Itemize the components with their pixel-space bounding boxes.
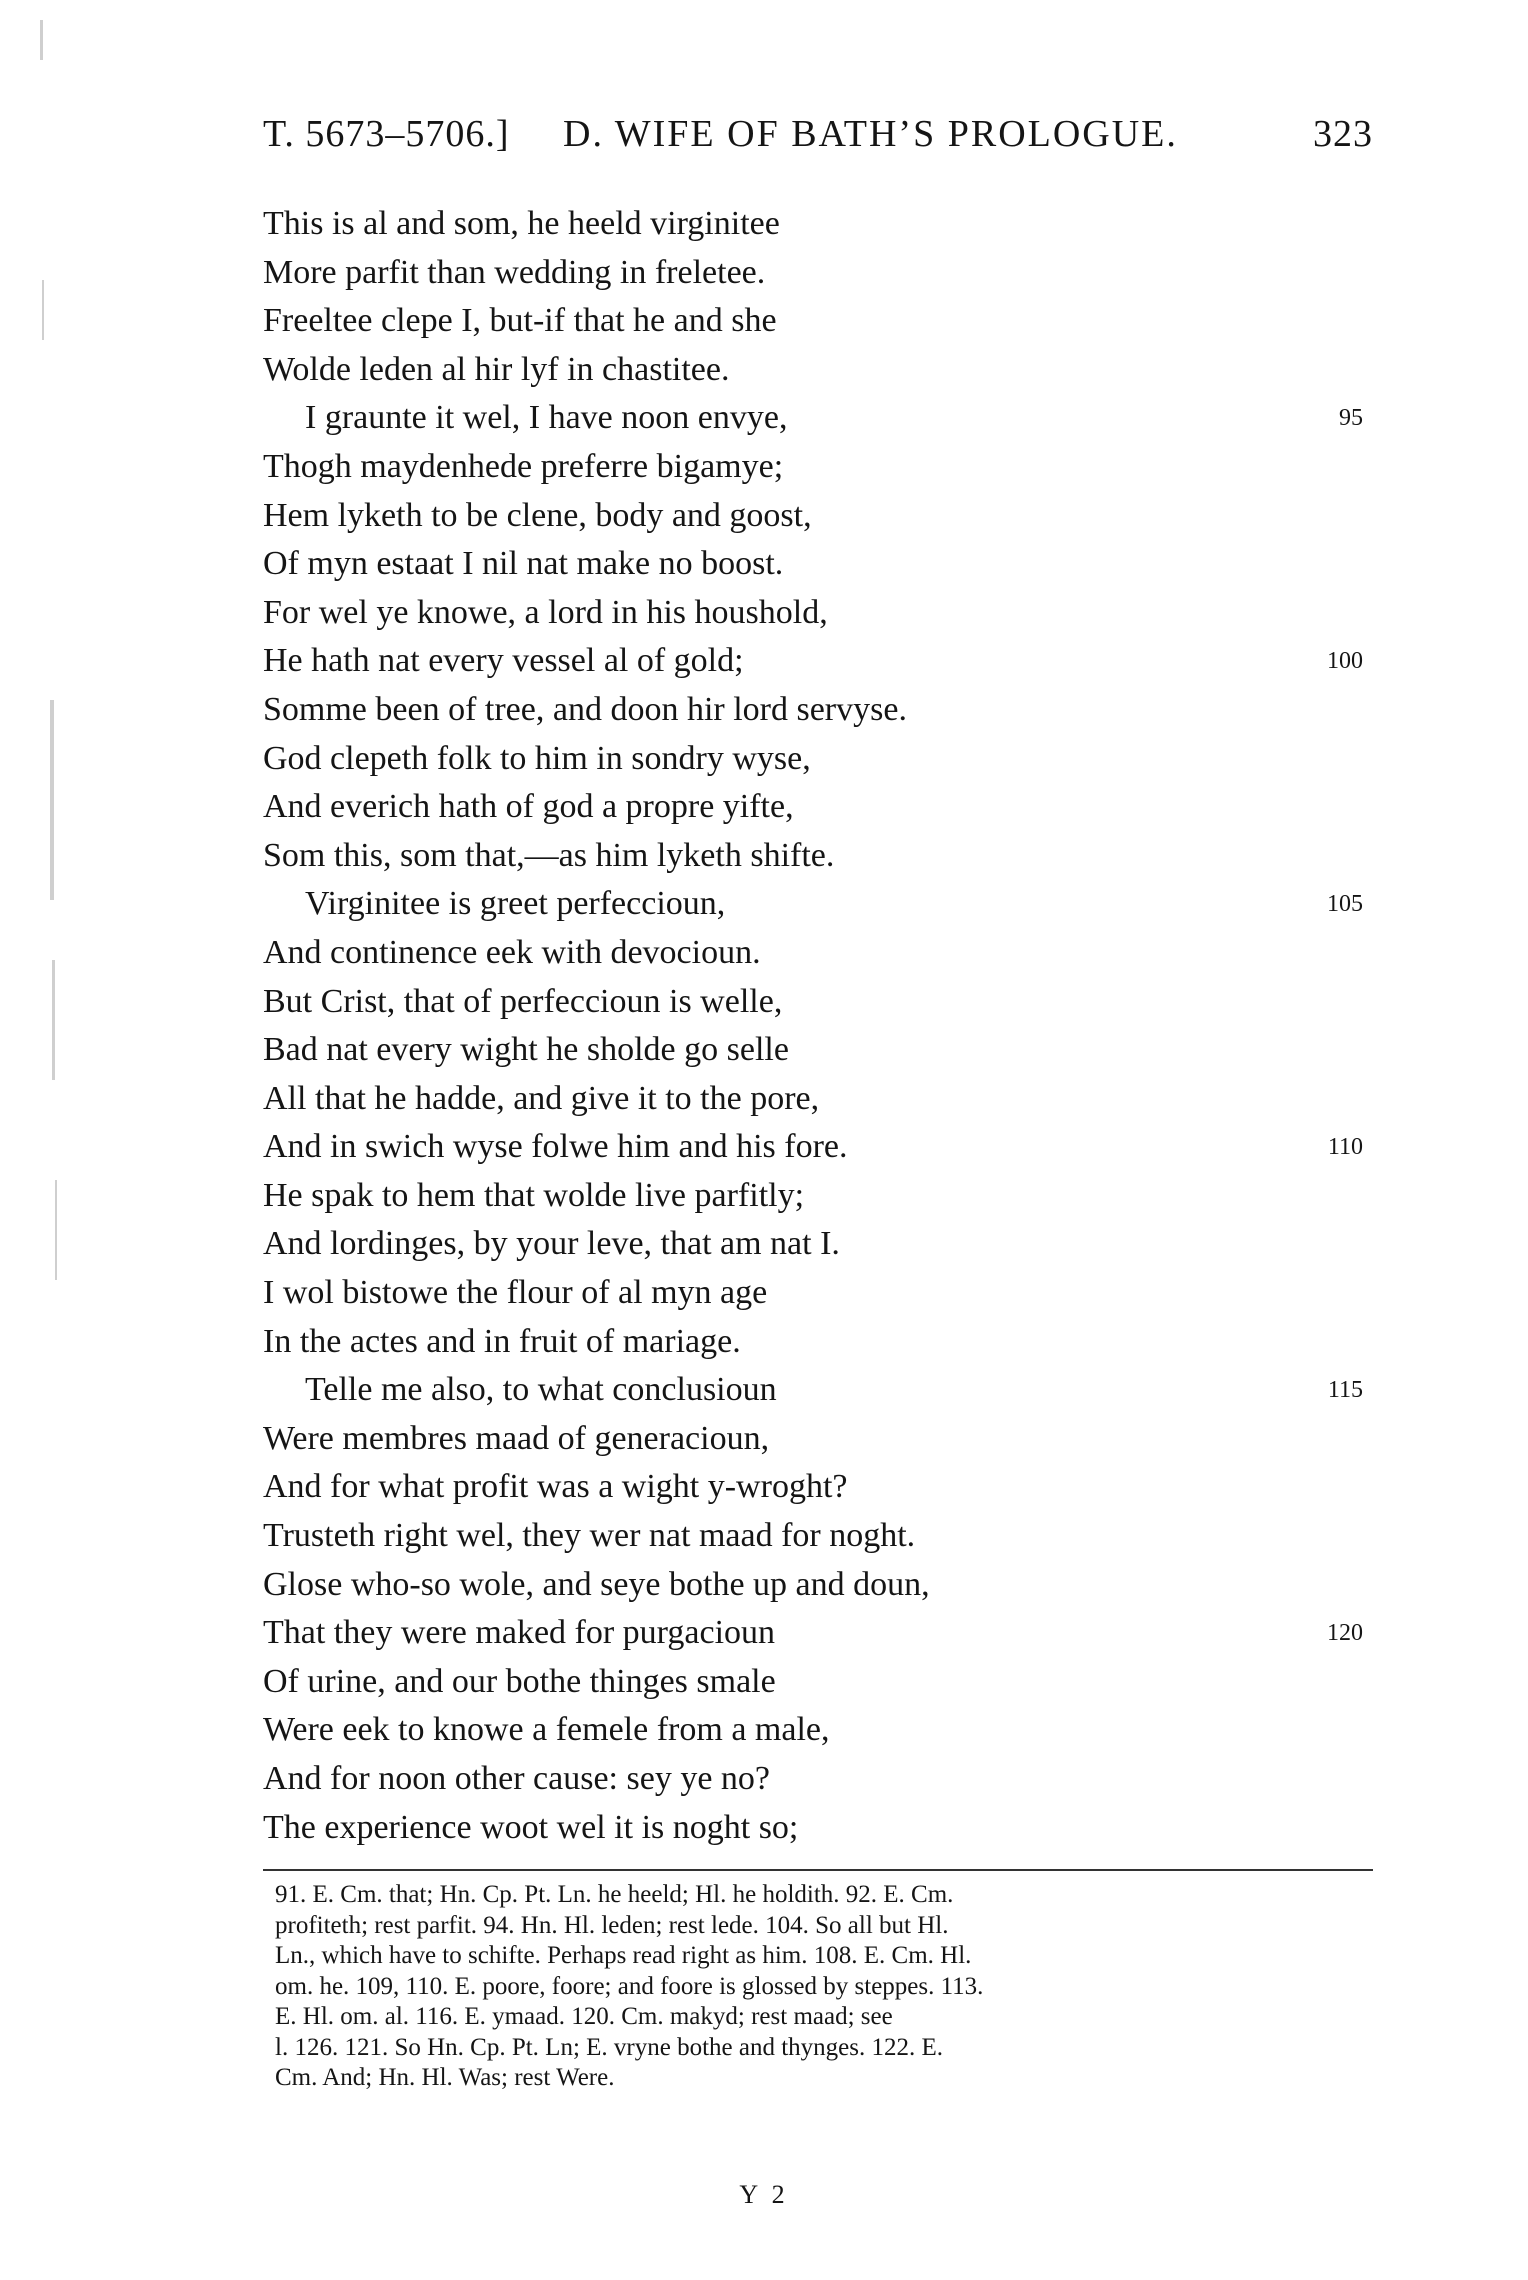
verse-line bbox=[263, 1172, 1373, 1221]
verse-text: Were membres maad of generacioun, bbox=[263, 1419, 770, 1457]
verse-text: All that he hadde, and give it to the pore, bbox=[263, 1079, 820, 1117]
verse-text: In the actes and in fruit of mariage. bbox=[263, 1322, 741, 1360]
verse-text: Somme been of tree, and doon hir lord servyse. bbox=[263, 690, 907, 728]
footnotes bbox=[275, 1880, 1375, 2094]
verse-line bbox=[263, 783, 1373, 832]
verse-line bbox=[263, 589, 1373, 638]
verse-text: I graunte it wel, I have noon envye, bbox=[305, 399, 788, 437]
verse-text: Virginitee is greet perfeccioun, bbox=[305, 885, 726, 923]
verse-line bbox=[263, 1609, 1373, 1658]
footnote-line: E. Hl. om. al. 116. E. ymaad. 120. Cm. makyd; rest maad; see bbox=[275, 2003, 893, 2030]
verse-line bbox=[263, 492, 1373, 541]
verse-text: Thogh maydenhede preferre bigamye; bbox=[263, 447, 784, 485]
verse-text: Of myn estaat I nil nat make no boost. bbox=[263, 545, 784, 583]
verse-text: And everich hath of god a propre yifte, bbox=[263, 788, 794, 826]
verse-line bbox=[263, 1318, 1373, 1367]
verse-line bbox=[263, 686, 1373, 735]
verse-line bbox=[263, 1220, 1373, 1269]
verse-line bbox=[263, 978, 1373, 1027]
line-range: T. 5673–5706.] bbox=[263, 113, 510, 155]
page-title: D. WIFE OF BATH’S PROLOGUE. bbox=[563, 113, 1178, 155]
verse-text: Were eek to knowe a femele from a male, bbox=[263, 1711, 830, 1749]
verse-text: And for what profit was a wight y-wroght? bbox=[263, 1468, 848, 1506]
verse-text: I wol bistowe the flour of al myn age bbox=[263, 1274, 768, 1312]
verse-line bbox=[263, 1658, 1373, 1707]
verse-line bbox=[263, 1075, 1373, 1124]
verse-line bbox=[263, 200, 1373, 249]
verse-line bbox=[263, 540, 1373, 589]
verse-text: Trusteth right wel, they wer nat maad for noght. bbox=[263, 1517, 916, 1555]
verse-line bbox=[263, 735, 1373, 784]
verse-line bbox=[263, 443, 1373, 492]
verse-text: Freeltee clepe I, but-if that he and she bbox=[263, 302, 777, 340]
footnote-line: Ln., which have to schifte. Perhaps read right as him. 108. E. Cm. Hl. bbox=[275, 1942, 972, 1969]
verse-line bbox=[263, 1269, 1373, 1318]
verse-line bbox=[263, 1561, 1373, 1610]
footnote-line: l. 126. 121. So Hn. Cp. Pt. Ln; E. vryne bothe and thynges. 122. E. bbox=[275, 2033, 944, 2061]
line-number: 105 bbox=[1327, 891, 1363, 918]
verse-line bbox=[263, 1123, 1373, 1172]
verse-text: He hath nat every vessel al of gold; bbox=[263, 642, 744, 680]
verse-line bbox=[263, 297, 1373, 346]
verse-text: And lordinges, by your leve, that am nat I. bbox=[263, 1225, 840, 1263]
verse-text: He spak to hem that wolde live parfitly; bbox=[263, 1176, 805, 1214]
line-number: 115 bbox=[1327, 1377, 1363, 1404]
verse-line bbox=[263, 1755, 1373, 1804]
verse-text: Som this, som that,—as him lyketh shifte. bbox=[263, 836, 835, 874]
verse-line bbox=[263, 1026, 1373, 1075]
verse-line bbox=[263, 1415, 1373, 1464]
footnote-line: om. he. 109, 110. E. poore, foore; and foore is glossed by steppes. 113. bbox=[275, 1972, 984, 2000]
verse-line bbox=[263, 832, 1373, 881]
verse-text: God clepeth folk to him in sondry wyse, bbox=[263, 739, 811, 777]
verse-text: But Crist, that of perfeccioun is welle, bbox=[263, 982, 783, 1020]
verse-line bbox=[263, 1512, 1373, 1561]
verse-line bbox=[263, 1804, 1373, 1853]
footnote-line: 91. E. Cm. that; Hn. Cp. Pt. Ln. he heeld; Hl. he holdith. 92. E. Cm. bbox=[275, 1881, 954, 1908]
verse-text: Bad nat every wight he sholde go selle bbox=[263, 1031, 789, 1069]
verse-line bbox=[263, 880, 1373, 929]
poem-text bbox=[263, 200, 1373, 1852]
line-number: 100 bbox=[1327, 648, 1363, 675]
verse-line bbox=[263, 394, 1373, 443]
verse-text: Wolde leden al hir lyf in chastitee. bbox=[263, 350, 730, 388]
verse-line bbox=[263, 1463, 1373, 1512]
line-number: 95 bbox=[1339, 405, 1363, 432]
footnote-rule bbox=[263, 1869, 1373, 1871]
verse-text: More parfit than wedding in freletee. bbox=[263, 253, 766, 291]
verse-text: Glose who-so wole, and seye bothe up and doun, bbox=[263, 1565, 930, 1603]
verse-text: The experience woot wel it is noght so; bbox=[263, 1808, 799, 1846]
verse-line bbox=[263, 637, 1373, 686]
verse-line bbox=[263, 346, 1373, 395]
verse-text: Telle me also, to what conclusioun bbox=[305, 1371, 777, 1409]
line-number: 120 bbox=[1327, 1620, 1363, 1647]
verse-text: This is al and som, he heeld virginitee bbox=[263, 205, 780, 242]
verse-text: That they were maked for purgacioun bbox=[263, 1614, 776, 1652]
verse-text: And in swich wyse folwe him and his fore. bbox=[263, 1128, 848, 1166]
verse-text: Hem lyketh to be clene, body and goost, bbox=[263, 496, 812, 534]
footnote-line: Cm. And; Hn. Hl. Was; rest Were. bbox=[275, 2064, 615, 2091]
verse-text: Of urine, and our bothe thinges smale bbox=[263, 1662, 776, 1700]
verse-line bbox=[263, 1706, 1373, 1755]
verse-line bbox=[263, 249, 1373, 298]
line-number: 110 bbox=[1327, 1134, 1363, 1161]
verse-line bbox=[263, 1366, 1373, 1415]
verse-text: And continence eek with devocioun. bbox=[263, 933, 761, 971]
footnote-line: profiteth; rest parfit. 94. Hn. Hl. leden; rest lede. 104. So all but Hl. bbox=[275, 1911, 949, 1939]
page-edge-specks bbox=[40, 0, 100, 1500]
running-header bbox=[263, 112, 1373, 168]
page-number: 323 bbox=[1313, 113, 1373, 155]
verse-line bbox=[263, 929, 1373, 978]
verse-text: For wel ye knowe, a lord in his houshold, bbox=[263, 593, 828, 631]
verse-text: And for noon other cause: sey ye no? bbox=[263, 1760, 771, 1797]
signature-mark: Y 2 bbox=[739, 2180, 789, 2209]
